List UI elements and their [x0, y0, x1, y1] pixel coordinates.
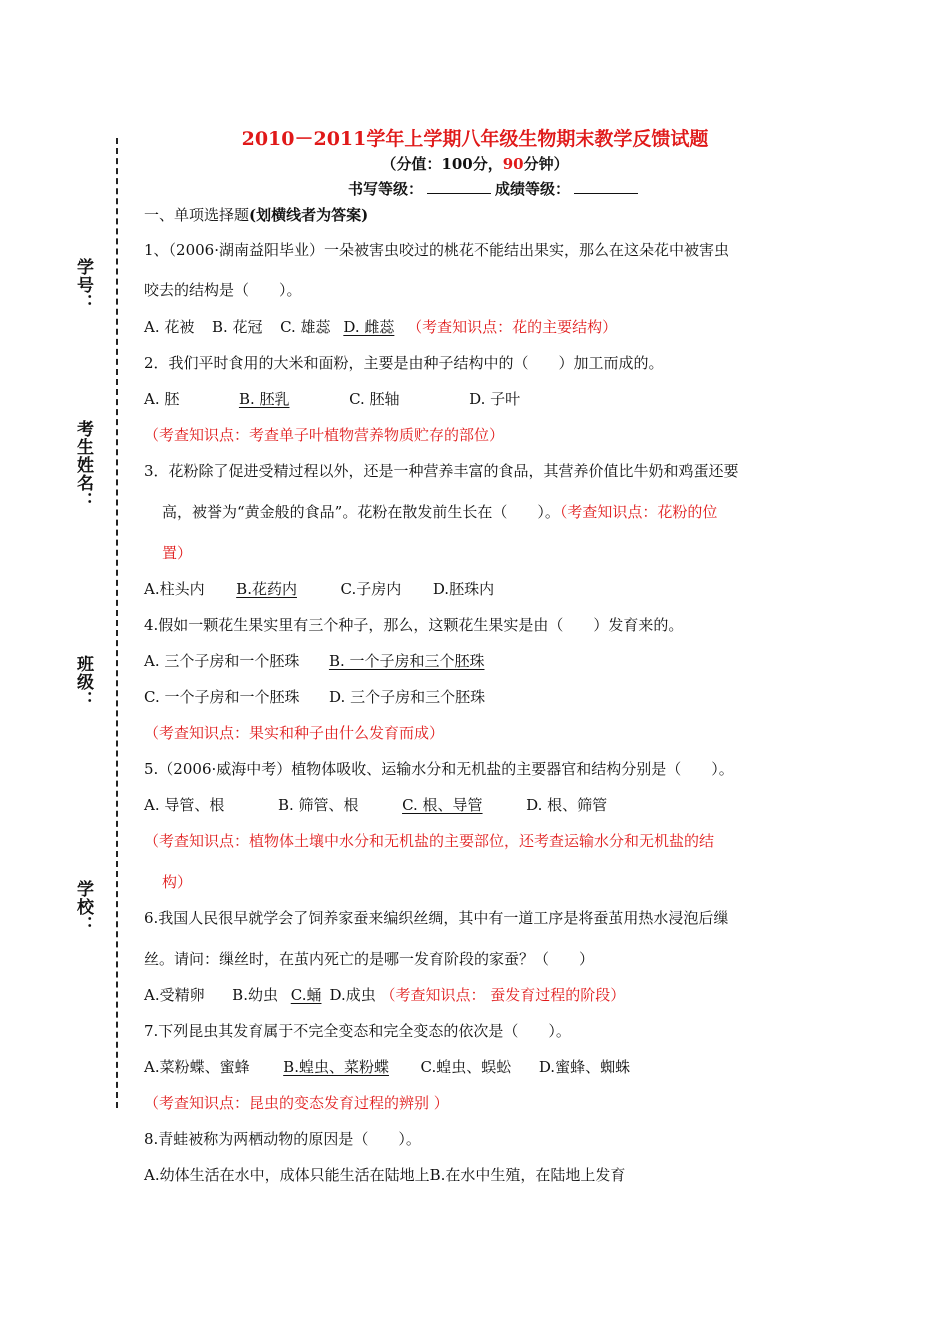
writing-grade-label: 书写等级：: [347, 180, 423, 198]
q5-option-c-answer: C. 根、导管: [402, 796, 483, 814]
q7-knowledge-note: （考查知识点：昆虫的变态发育过程的辨别 ）: [144, 1094, 449, 1112]
q6-option-d: D.成虫: [329, 986, 376, 1004]
q5-option-d: D. 根、筛管: [526, 796, 608, 814]
q8-stem: 8.青蛙被称为两栖动物的原因是（ ）。: [144, 1130, 421, 1148]
score-prefix: （分值：100分，: [381, 155, 503, 173]
writing-grade-blank[interactable]: [427, 179, 491, 194]
time-suffix: 分钟）: [523, 155, 569, 173]
q6-option-c-answer: C.蛹: [290, 986, 322, 1004]
q4-option-a: A. 三个子房和一个胚珠: [144, 652, 300, 670]
q4-option-c: C. 一个子房和一个胚珠: [144, 688, 300, 706]
section-heading-note: (划横线者为答案): [249, 206, 369, 224]
q2-option-c: C. 胚轴: [349, 390, 400, 408]
q3-stem-line1: 3．花粉除了促进受精过程以外，还是一种营养丰富的食品，其营养价值比牛奶和鸡蛋还要: [144, 462, 739, 480]
q1-knowledge-note: （考查知识点：花的主要结构）: [407, 318, 618, 336]
q5-option-b: B. 筛管、根: [277, 796, 359, 814]
score-grade-blank[interactable]: [574, 179, 638, 194]
q1-option-a: A. 花被: [144, 318, 195, 336]
q7-option-a: A.菜粉蝶、蜜蜂: [144, 1058, 250, 1076]
q6-stem-line1: 6.我国人民很早就学会了饲养家蚕来编织丝绸，其中有一道工序是将蚕茧用热水浸泡后缫: [144, 909, 729, 927]
q5-knowledge-note-cont: 构）: [162, 873, 193, 891]
exam-meta: [0, 153, 950, 174]
q1-option-c: C. 雄蕊: [280, 318, 331, 336]
q6-stem-line2: 丝。请问：缫丝时，在茧内死亡的是哪一发育阶段的家蚕？（ ）: [144, 950, 595, 968]
q2-option-d: D. 子叶: [469, 390, 521, 408]
q3-option-d: D.胚珠内: [432, 580, 495, 598]
q1-options: [144, 316, 617, 337]
q4-options-row1: [144, 650, 493, 671]
q3-option-b-answer: B.花药内: [236, 580, 297, 598]
q2-option-a: A. 胚: [144, 390, 180, 408]
score-grade-label: 成绩等级：: [495, 180, 571, 198]
q4-options-row2: [144, 686, 485, 707]
time-value: 90: [502, 155, 524, 173]
q3-option-a: A.柱头内: [144, 580, 205, 598]
q7-option-b-answer: B.蝗虫、菜粉蝶: [283, 1058, 389, 1076]
q7-option-d: D.蜜蜂、蜘蛛: [538, 1058, 631, 1076]
q1-option-d-answer: D. 雌蕊: [343, 318, 395, 336]
name-label: 考生姓名：: [73, 420, 93, 510]
q3-knowledge-note: （考查知识点：花粉的位: [559, 503, 718, 521]
binding-dashed-line: [116, 138, 118, 1108]
q1-stem-line2: 咬去的结构是（ ）。: [144, 281, 302, 299]
q2-options: [144, 388, 520, 409]
page-title: 2010－2011学年上学期八年级生物期末教学反馈试题: [241, 128, 709, 150]
q2-stem: 2．我们平时食用的大米和面粉，主要是由种子结构中的（ ）加工而成的。: [144, 354, 664, 372]
q6-knowledge-note: （考查知识点： 蚕发育过程的阶段）: [380, 986, 626, 1004]
q3-option-c: C.子房内: [340, 580, 402, 598]
q5-options: [144, 794, 607, 815]
class-label: 班级：: [73, 655, 93, 709]
grade-line: [0, 178, 950, 199]
q6-options: [144, 984, 625, 1005]
q2-option-b-answer: B. 胚乳: [238, 390, 290, 408]
q3-options: [144, 578, 494, 599]
q2-knowledge-note: （考查知识点：考查单子叶植物营养物质贮存的部位）: [144, 426, 505, 444]
q6-option-b: B.幼虫: [232, 986, 278, 1004]
q4-option-d: D. 三个子房和三个胚珠: [329, 688, 486, 706]
q5-option-a: A. 导管、根: [144, 796, 225, 814]
q8-options-ab: A.幼体生活在水中，成体只能生活在陆地上B.在水中生殖，在陆地上发育: [144, 1166, 626, 1184]
section-heading: 一、单项选择题(划横线者为答案): [144, 206, 369, 224]
q6-option-a: A.受精卵: [144, 986, 205, 1004]
q3-knowledge-note-cont: 置）: [162, 544, 193, 562]
q7-options: [144, 1056, 630, 1077]
q1-stem-line1: 1、（2006·湖南益阳毕业）一朵被害虫咬过的桃花不能结出果实，那么在这朵花中被害虫: [144, 241, 729, 259]
school-label: 学校：: [73, 880, 93, 934]
q3-stem-line2: 高，被誉为“黄金般的食品”。花粉在散发前生长在（ ）。（考查知识点：花粉的位: [162, 503, 718, 521]
q4-stem: 4.假如一颗花生果实里有三个种子，那么，这颗花生果实是由（ ）发育来的。: [144, 616, 684, 634]
q5-stem: 5.（2006·威海中考）植物体吸收、运输水分和无机盐的主要器官和结构分别是（ ）。: [144, 760, 734, 778]
q7-option-c: C.蝗虫、蜈蚣: [420, 1058, 512, 1076]
q1-option-b: B. 花冠: [211, 318, 263, 336]
student-id-label: 学号：: [73, 258, 93, 312]
q7-stem: 7.下列昆虫其发育属于不完全变态和完全变态的依次是（ ）。: [144, 1022, 571, 1040]
q4-knowledge-note: （考查知识点：果实和种子由什么发育而成）: [144, 724, 445, 742]
q4-option-b-answer: B. 一个子房和三个胚珠: [328, 652, 485, 670]
q5-knowledge-note: （考查知识点：植物体土壤中水分和无机盐的主要部位，还考查运输水分和无机盐的结: [144, 832, 715, 850]
